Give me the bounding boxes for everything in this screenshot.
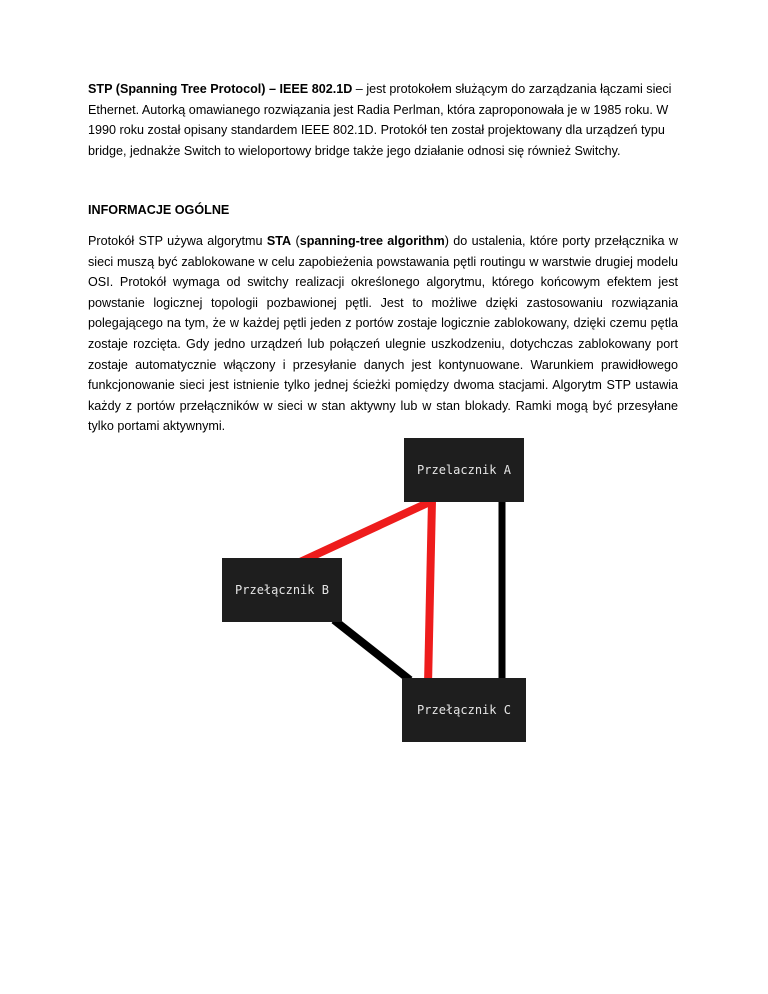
sta-full-name: spanning-tree algorithm: [299, 234, 445, 248]
text-a: Protokół STP używa algorytmu: [88, 234, 267, 248]
node-switch-a: [404, 438, 524, 502]
node-switch-c: [402, 678, 526, 742]
link-b-c: [334, 620, 410, 680]
intro-rest: – jest protokołem służącym do zarządzania łączami sieci Ethernet. Autorką omawianego rozwiązania jest Radia Perlman, która zaproponowała je w 1985 roku. W 1990 roku został opisany standardem IEEE 802.1D. Protokół ten został projektowany dla urządzeń typu bridge, jednakże Switch to wieloportowy bridge także jego działanie odnosi się również Switchy.: [88, 82, 672, 158]
link-a-b: [300, 500, 434, 562]
node-switch-b: [222, 558, 342, 622]
intro-lead: STP (Spanning Tree Protocol) – IEEE 802.1D: [88, 82, 353, 96]
node-switch-c-label: Przełącznik C: [417, 703, 511, 717]
text-b: (: [291, 234, 300, 248]
node-switch-a-label: Przelacznik A: [417, 463, 511, 477]
section-heading: INFORMACJE OGÓLNE: [88, 203, 230, 217]
node-switch-b-label: Przełącznik B: [235, 583, 329, 597]
sta-abbrev: STA: [266, 234, 292, 248]
text-c: ) do ustalenia, które porty przełącznika w sieci muszą być zablokowane w celu zapobieżenia powstawania pętli routingu w warstwie drugiej modelu OSI. Protokół wymaga od switchy realizacji określonego algorytmu, którego końcowym efektem jest powstanie logicznej topologii pozbawionej pętli. Jest to możliwe dzięki zastosowaniu rozwiązania polegającego na tym, że w każdej pętli jeden z portów zostaje logicznie zablokowany, dzięki czemu pętla zostaje rozcięta. Gdy jedno urządzeń lub połączeń ulegnie uszkodzeniu, dotychczas zablokowany port zostaje automatycznie włączony i przesyłanie danych jest kontynuowane. Warunkiem prawidłowego funkcjonowanie sieci jest istnienie tylko jednej ścieżki pomiędzy dwoma stacjami. Algorytm STP ustawia każdy z portów przełączników w sieci w stan aktywny lub w stan blokady. Ramki mogą być przesyłane tylko portami aktywnymi.: [88, 234, 678, 434]
link-a-c-red: [428, 500, 432, 685]
